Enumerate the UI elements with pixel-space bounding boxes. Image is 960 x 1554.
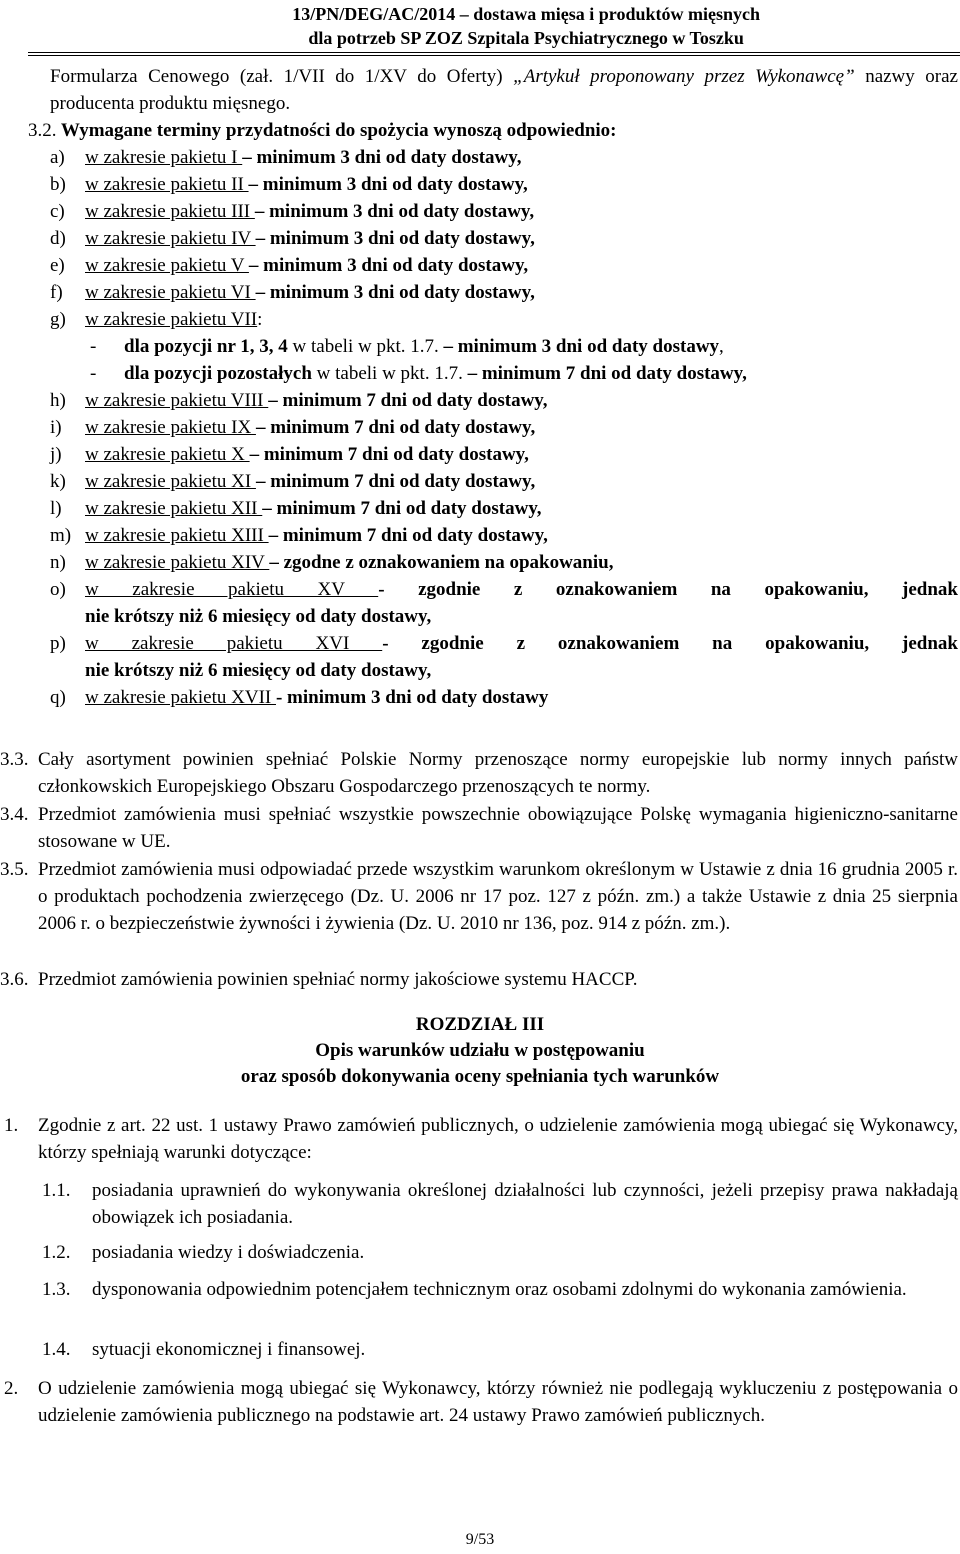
chapter-subtitle: oraz sposób dokonywania oceny spełniania tych warunków <box>240 1066 720 1087</box>
list-item: l) w zakresie pakietu XII – minimum 7 dni od daty dostawy, <box>50 498 542 519</box>
header-line-2: dla potrzeb SP ZOZ Szpitala Psychiatrycznego w Toszku <box>308 28 744 48</box>
paragraph-3-3: 3.3. Cały asortyment powinien spełniać Polskie Normy przenoszące normy europejskie lub normy innych państw członkowskich Europejskiego Obszaru Gospodarczego przenoszących te normy. <box>0 749 958 797</box>
section-2: 2. O udzielenie zamówienia mogą ubiegać się Wykonawcy, którzy również nie podlegają wykluczeniu z postępowania o udzielenie zamówienia publicznego na podstawie art. 24 ustawy Prawo zamówień publicznych. <box>4 1378 958 1426</box>
list-item-o: o) w zakresie pakietu XV - zgodnie z oznakowaniem na opakowaniu, jednak <box>50 579 959 600</box>
intro-paragraph: Formularza Cenowego (zał. 1/VII do 1/XV do Oferty) „Artykuł proponowany przez Wykonawcę” nazwy oraz producenta produktu mięsnego. <box>50 66 958 114</box>
list-item: e) w zakresie pakietu V – minimum 3 dni od daty dostawy, <box>50 255 529 276</box>
section-1-4: 1.4. sytuacji ekonomicznej i finansowej. <box>42 1339 366 1360</box>
list-item-p: p) w zakresie pakietu XVI - zgodnie z oznakowaniem na opakowaniu, jednak <box>50 633 958 654</box>
section-3-2-heading: 3.2. Wymagane terminy przydatności do spożycia wynoszą odpowiednio: <box>28 120 617 141</box>
section-1-1: 1.1. posiadania uprawnień do wykonywania określonej działalności lub czynności, jeżeli przepisy prawa nakładają obowiązek ich posiadania. <box>42 1180 958 1228</box>
list-item: a) w zakresie pakietu I – minimum 3 dni od daty dostawy, <box>50 147 522 168</box>
list-item-g: g) w zakresie pakietu VII: <box>50 309 263 330</box>
header-rule <box>28 52 960 53</box>
section-1-2: 1.2. posiadania wiedzy i doświadczenia. <box>42 1242 365 1263</box>
list-item: n) w zakresie pakietu XIV – zgodne z oznakowaniem na opakowaniu, <box>50 552 614 573</box>
list-subitem: - dla pozycji nr 1, 3, 4 w tabeli w pkt. 1.7. – minimum 3 dni od daty dostawy, <box>90 336 724 357</box>
header-line-1: 13/PN/DEG/AC/2014 – dostawa mięsa i produktów mięsnych <box>292 4 760 24</box>
paragraph-3-5: 3.5. Przedmiot zamówienia musi odpowiadać przede wszystkim warunkom określonym w Ustawie z dnia 16 grudnia 2005 r. o produktach pochodzenia zwierzęcego (Dz. U. 2006 nr 17 poz. 127 z późn. zm.) a także Ustawie z dnia 25 sierpnia 2006 r. o bezpieczeństwie żywności i żywienia (Dz. U. 2010 nr 136, poz. 914 z późn. zm.). <box>0 859 958 934</box>
shelf-life-list <box>50 144 958 711</box>
list-item: c) w zakresie pakietu III – minimum 3 dni od daty dostawy, <box>50 201 535 222</box>
paragraph-3-4: 3.4. Przedmiot zamówienia musi spełniać wszystkie powszechnie obowiązujące Polskę wymagania higieniczno-sanitarne stosowane w UE. <box>0 804 958 852</box>
list-item-q: q) w zakresie pakietu XVII - minimum 3 dni od daty dostawy <box>50 687 549 708</box>
page-header <box>292 2 760 50</box>
page-number: 9/53 <box>465 1531 495 1548</box>
header-rule-double <box>28 55 960 56</box>
section-1-3: 1.3. dysponowania odpowiednim potencjałem technicznym oraz osobami zdolnymi do wykonania zamówienia. <box>42 1279 907 1300</box>
paragraph-3-6: 3.6. Przedmiot zamówienia powinien spełniać normy jakościowe systemu HACCP. <box>0 969 638 990</box>
list-item: j) w zakresie pakietu X – minimum 7 dni od daty dostawy, <box>50 444 529 465</box>
chapter-number: ROZDZIAŁ III <box>415 1014 545 1035</box>
chapter-title: Opis warunków udziału w postępowaniu <box>315 1040 645 1061</box>
list-item: b) w zakresie pakietu II – minimum 3 dni od daty dostawy, <box>50 174 528 195</box>
section-1: 1. Zgodnie z art. 22 ust. 1 ustawy Prawo zamówień publicznych, o udzielenie zamówienia mogą ubiegać się Wykonawcy, którzy spełniają warunki dotyczące: <box>4 1115 958 1163</box>
chapter-heading <box>0 1012 960 1090</box>
list-item: m) w zakresie pakietu XIII – minimum 7 dni od daty dostawy, <box>50 525 548 546</box>
list-item-continuation: nie krótszy niż 6 miesięcy od daty dostawy, <box>85 660 432 681</box>
list-item: f) w zakresie pakietu VI – minimum 3 dni od daty dostawy, <box>50 282 535 303</box>
list-item: i) w zakresie pakietu IX – minimum 7 dni od daty dostawy, <box>50 417 536 438</box>
list-item: d) w zakresie pakietu IV – minimum 3 dni od daty dostawy, <box>50 228 535 249</box>
list-item-continuation: nie krótszy niż 6 miesięcy od daty dostawy, <box>85 606 432 627</box>
list-item: k) w zakresie pakietu XI – minimum 7 dni od daty dostawy, <box>50 471 536 492</box>
list-subitem: - dla pozycji pozostałych w tabeli w pkt. 1.7. – minimum 7 dni od daty dostawy, <box>90 363 747 384</box>
list-item: h) w zakresie pakietu VIII – minimum 7 dni od daty dostawy, <box>50 390 548 411</box>
